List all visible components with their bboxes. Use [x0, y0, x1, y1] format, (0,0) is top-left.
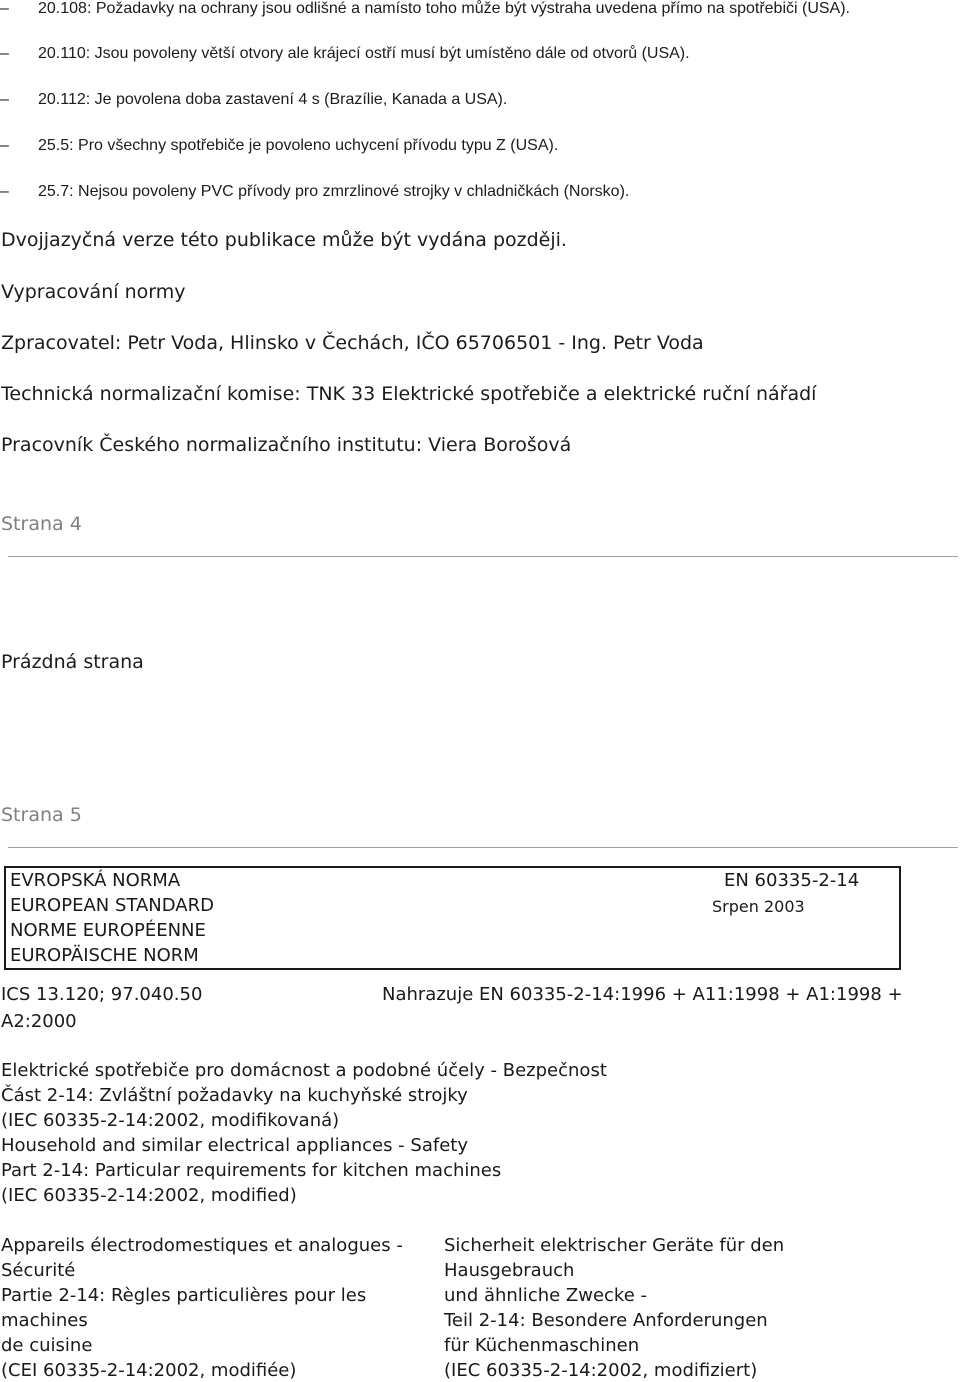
list-item [0, 0, 960, 22]
standard-name-fr: NORME EUROPÉENNE [10, 920, 206, 941]
title-line: Household and similar electrical appliances - Safety [1, 1135, 468, 1156]
list-item [0, 183, 960, 205]
list-item-text: 20.108: Požadavky na ochrany jsou odlišné a namísto toho může být výstraha uvedena přímo na spotřebiči (USA). [38, 0, 850, 17]
dash-bullet: – [0, 183, 9, 200]
german-title-line: (IEC 60335-2-14:2002, modifiziert) [444, 1360, 758, 1381]
bilingual-note: Dvojjazyčná verze této publikace může být vydána později. [1, 229, 567, 251]
german-title-line: Hausgebrauch [444, 1260, 575, 1281]
german-title-line: und ähnliche Zwecke - [444, 1285, 648, 1306]
title-line: Elektrické spotřebiče pro domácnost a podobné účely - Bezpečnost [1, 1060, 607, 1081]
list-item-text: 20.112: Je povolena doba zastavení 4 s (Brazílie, Kanada a USA). [38, 91, 508, 108]
french-title-line: Sécurité [1, 1260, 76, 1281]
list-item-text: 20.110: Jsou povoleny větší otvory ale krájecí ostří musí být umístěno dále od otvorů (USA). [38, 45, 690, 62]
page-label: Strana 5 [1, 804, 82, 826]
french-title-line: (CEI 60335-2-14:2002, modifiée) [1, 1360, 297, 1381]
french-title-line: Appareils électrodomestiques et analogues - [1, 1235, 403, 1256]
ics-code: ICS 13.120; 97.040.50 [1, 984, 203, 1005]
french-title-line: Partie 2-14: Règles particulières pour les [1, 1285, 367, 1306]
dash-bullet: – [0, 137, 9, 154]
standard-name-cs: EVROPSKÁ NORMA [10, 870, 181, 891]
german-title-line: für Küchenmaschinen [444, 1335, 640, 1356]
replaces-text-cont: A2:2000 [1, 1011, 77, 1032]
list-item [0, 91, 960, 113]
title-line: (IEC 60335-2-14:2002, modified) [1, 1185, 297, 1206]
title-line: Část 2-14: Zvláštní požadavky na kuchyňské strojky [1, 1085, 468, 1106]
dash-bullet: – [0, 91, 9, 108]
blank-page-note: Prázdná strana [1, 651, 144, 673]
page-divider [8, 847, 958, 848]
standard-number: EN 60335-2-14 [724, 870, 860, 891]
list-item [0, 137, 960, 159]
standard-header-box [4, 866, 901, 970]
list-item-text: 25.5: Pro všechny spotřebiče je povoleno uchycení přívodu typu Z (USA). [38, 137, 559, 154]
german-title-line: Teil 2-14: Besondere Anforderungen [444, 1310, 768, 1331]
title-line: (IEC 60335-2-14:2002, modifikovaná) [1, 1110, 340, 1131]
committee-line: Technická normalizační komise: TNK 33 Elektrické spotřebiče a elektrické ruční nářadí [1, 383, 817, 405]
list-item-text: 25.7: Nejsou povoleny PVC přívody pro zmrzlinové strojky v chladničkách (Norsko). [38, 183, 630, 200]
standard-name-de: EUROPÄISCHE NORM [10, 945, 199, 966]
page-divider [8, 556, 958, 557]
french-title-line: de cuisine [1, 1335, 93, 1356]
replaces-text: Nahrazuje EN 60335-2-14:1996 + A11:1998 + A1:1998 + [382, 984, 903, 1005]
author-line: Zpracovatel: Petr Voda, Hlinsko v Čechách, IČO 65706501 - Ing. Petr Voda [1, 332, 704, 354]
page-label: Strana 4 [1, 513, 82, 535]
dash-bullet: – [0, 45, 9, 62]
standard-name-en: EUROPEAN STANDARD [10, 895, 214, 916]
dash-bullet: – [0, 0, 9, 17]
standard-date: Srpen 2003 [712, 897, 805, 916]
french-title-line: machines [1, 1310, 88, 1331]
prep-heading: Vypracování normy [1, 281, 186, 303]
german-title-line: Sicherheit elektrischer Geräte für den [444, 1235, 785, 1256]
title-line: Part 2-14: Particular requirements for kitchen machines [1, 1160, 502, 1181]
list-item [0, 45, 960, 67]
worker-line: Pracovník Českého normalizačního institutu: Viera Borošová [1, 434, 572, 456]
